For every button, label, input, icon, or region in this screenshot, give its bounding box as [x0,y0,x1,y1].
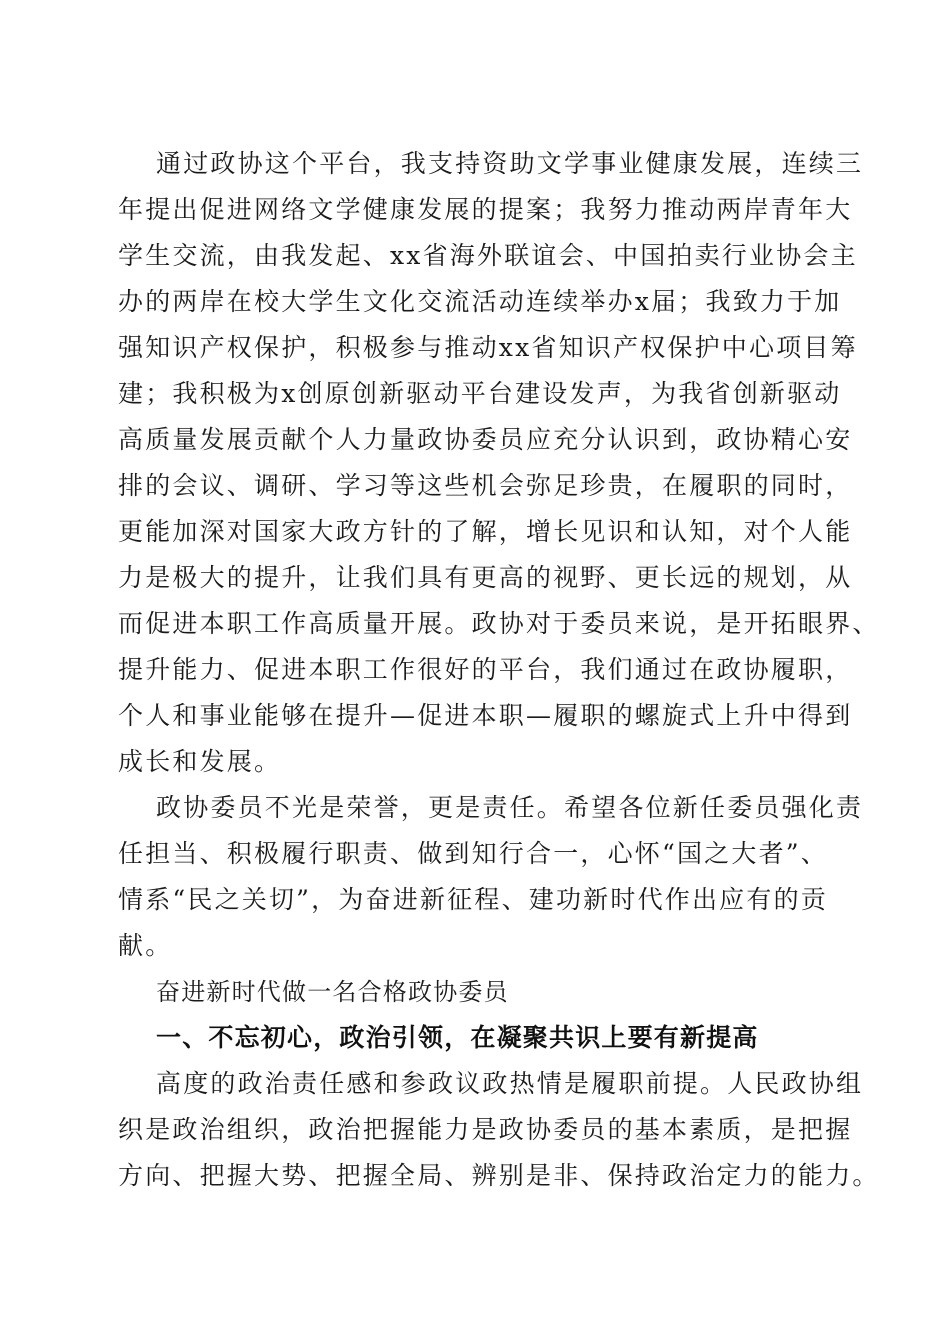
paragraph-line: 力是极大的提升，让我们具有更高的视野、更长远的规划，从 [118,563,853,592]
paragraph-line: 任担当、积极履行职责、做到知行合一，心怀“国之大者”、 [118,839,828,868]
paragraph-line: 高质量发展贡献个人力量政协委员应充分认识到，政协精心安 [118,425,853,454]
paragraph-line: 通过政协这个平台，我支持资助文学事业健康发展，连续三 [156,149,864,178]
paragraph-line: 建；我积极为x创原创新驱动平台建设发声，为我省创新驱动 [118,379,842,408]
section-heading: 一、不忘初心，政治引领，在凝聚共识上要有新提高 [156,1023,759,1052]
document-title: 奋进新时代做一名合格政协委员 [156,978,509,1006]
paragraph-line: 献。 [118,931,173,960]
paragraph-line: 更能加深对国家大政方针的了解，增长见识和认知，对个人能 [118,517,853,546]
paragraph-line: 排的会议、调研、学习等这些机会弥足珍贵，在履职的同时， [118,471,853,500]
paragraph-line: 成长和发展。 [118,747,282,776]
paragraph-line: 提升能力、促进本职工作很好的平台，我们通过在政协履职， [118,655,853,684]
paragraph-line: 高度的政治责任感和参政议政热情是履职前提。人民政协组 [156,1069,864,1098]
paragraph-line: 办的两岸在校大学生文化交流活动连续举办x届；我致力于加 [118,287,842,316]
paragraph-line: 个人和事业能够在提升—促进本职—履职的螺旋式上升中得到 [118,701,853,730]
paragraph-line: 织是政治组织，政治把握能力是政协委员的基本素质，是把握 [118,1115,853,1144]
paragraph-line: 而促进本职工作高质量开展。政协对于委员来说，是开拓眼界、 [118,609,880,638]
paragraph-line: 情系“民之关切”，为奋进新征程、建功新时代作出应有的贡 [118,885,828,914]
paragraph-line: 学生交流，由我发起、xx省海外联谊会、中国拍卖行业协会主 [118,241,858,270]
paragraph-line: 方向、把握大势、把握全局、辨别是非、保持政治定力的能力。 [118,1161,880,1190]
paragraph-line: 强知识产权保护，积极参与推动xx省知识产权保护中心项目筹 [118,333,858,362]
paragraph-line: 年提出促进网络文学健康发展的提案；我努力推动两岸青年大 [118,195,853,224]
paragraph-line: 政协委员不光是荣誉，更是责任。希望各位新任委员强化责 [156,793,864,822]
